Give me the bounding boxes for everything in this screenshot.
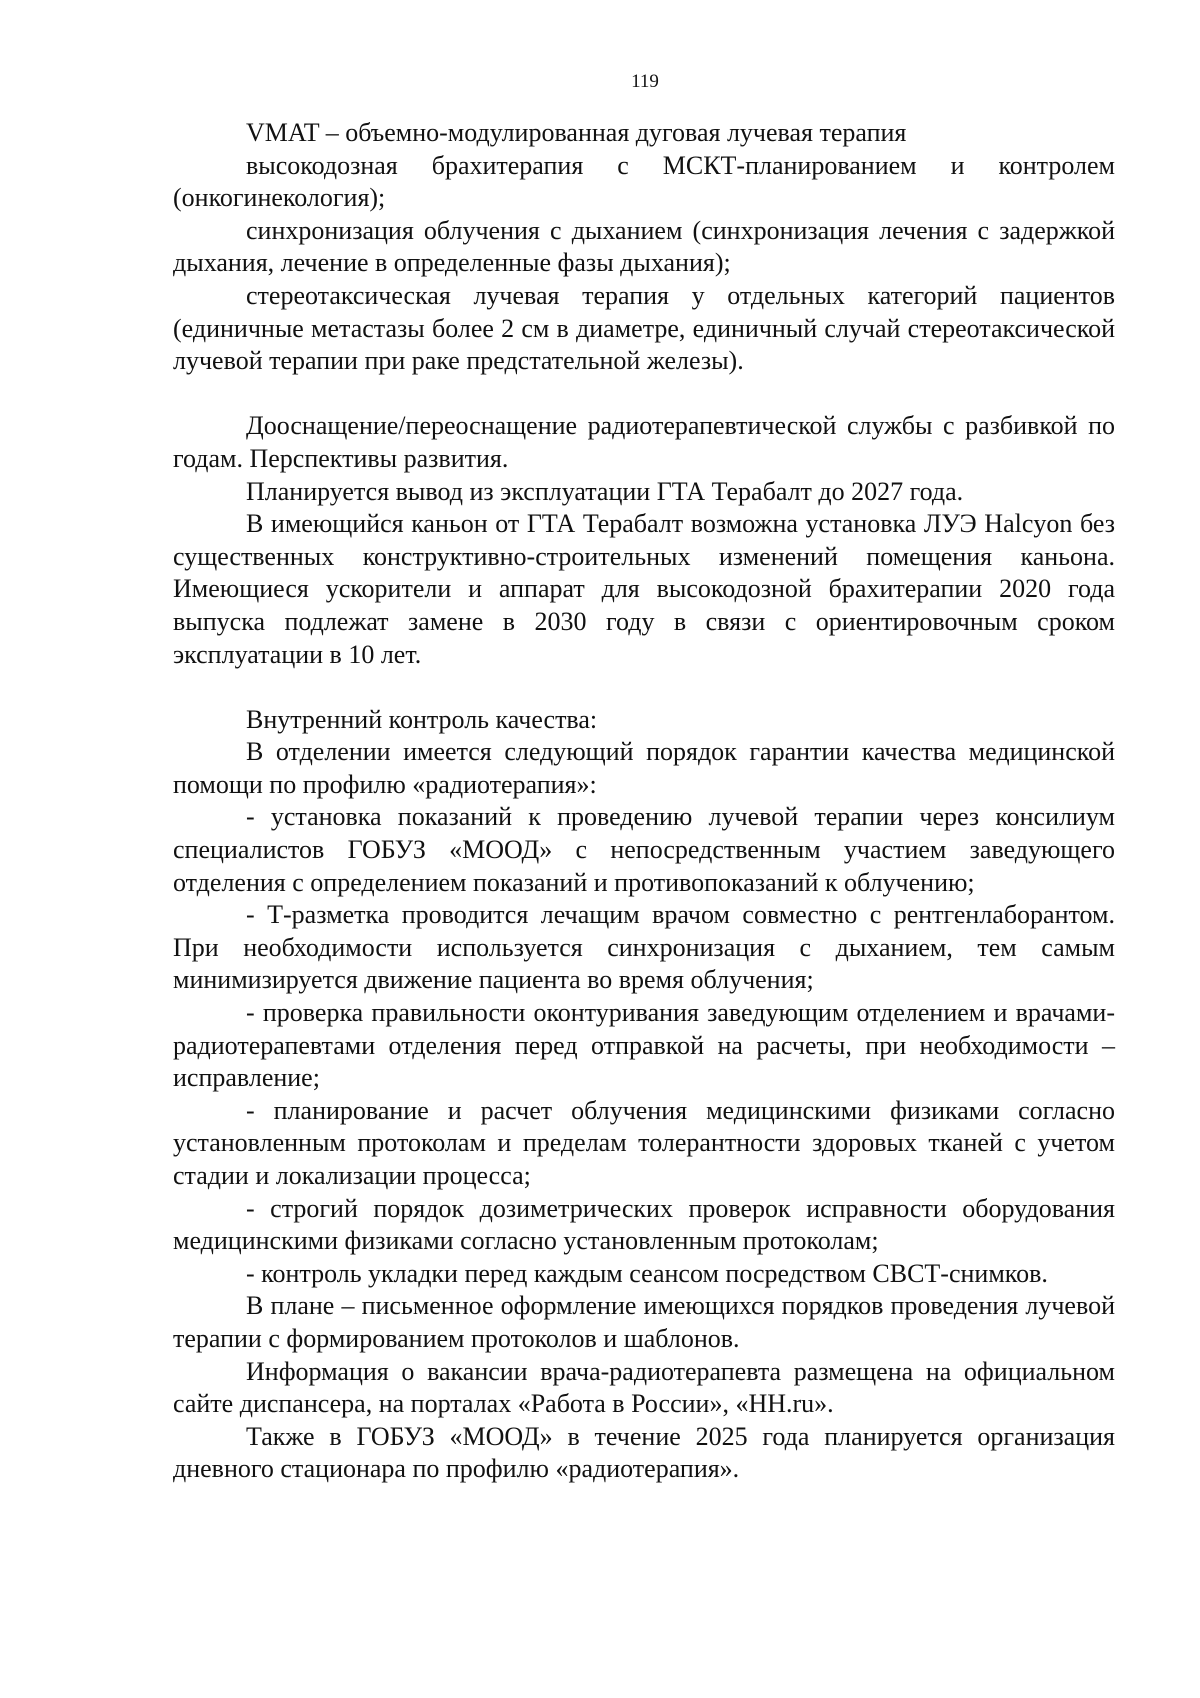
paragraph-quality-order: В отделении имеется следующий порядок гарантии качества медицинской помощи по профилю «радиотерапия»:: [173, 737, 1115, 799]
paragraph-halcyon: В имеющийся каньон от ГТА Терабалт возможна установка ЛУЭ Halcyon без существенных конструктивно-строительных изменений помещения каньона. Имеющиеся ускорители и аппарат для высокодозной брахитерапии 2020 года выпуска подлежат замене в 2030 году в связи с ориентировочным сроком эксплуатации в 10 лет.: [173, 509, 1115, 669]
paragraph-quality-heading: Внутренний контроль качества:: [246, 704, 598, 734]
list-item-indications: - установка показаний к проведению лучевой терапии через консилиум специалистов ГОБУЗ «МООД» с непосредственным участием заведующего отделения с определением показаний и противопоказаний к облучению;: [173, 802, 1115, 897]
paragraph-reequipment-heading: Дооснащение/переоснащение радиотерапевтической службы с разбивкой по годам. Перспективы развития.: [173, 411, 1115, 473]
paragraph-plans: В плане – письменное оформление имеющихся порядков проведения лучевой терапии с формированием протоколов и шаблонов.: [173, 1291, 1115, 1353]
list-item-contouring: - проверка правильности оконтуривания заведующим отделением и врачами-радиотерапевтами отделения перед отправкой на расчеты, при необходимости – исправление;: [173, 998, 1115, 1093]
list-item-dosimetry: - строгий порядок дозиметрических проверок исправности оборудования медицинскими физиками согласно установленным протоколам;: [173, 1193, 1115, 1256]
paragraph-vacancy: Информация о вакансии врача-радиотерапевта размещена на официальном сайте диспансера, на порталах «Работа в России», «HH.ru».: [173, 1356, 1115, 1419]
page-number: 119: [631, 71, 659, 92]
document-body: [173, 117, 1115, 1486]
list-item-planning: - планирование и расчет облучения медицинскими физиками согласно установленным протоколам и пределам толерантности здоровых тканей с учетом стадии и локализации процесса;: [173, 1095, 1115, 1190]
paragraph-vmat: VMAT – объемно-модулированная дуговая лучевая терапия: [246, 118, 907, 147]
paragraph-day-hospital: Также в ГОБУЗ «МООД» в течение 2025 года планируется организация дневного стационара по профилю «радиотерапия».: [173, 1421, 1115, 1484]
paragraph-brachytherapy: высокодозная брахитерапия с МСКТ-планированием и контролем (онкогинекология);: [173, 150, 1115, 213]
list-item-t-marking: - Т-разметка проводится лечащим врачом совместно с рентгенлаборантом. При необходимости используется синхронизация с дыханием, тем самым минимизируется движение пациента во время облучения;: [173, 900, 1115, 995]
paragraph-stereotactic: стереотаксическая лучевая терапия у отдельных категорий пациентов (единичные метастазы более 2 см в диаметре, единичный случай стереотаксической лучевой терапии при раке предстательной железы).: [173, 280, 1115, 376]
list-item-cbct-control: - контроль укладки перед каждым сеансом посредством СВСТ-снимков.: [246, 1258, 1048, 1288]
paragraph-decommission: Планируется вывод из эксплуатации ГТА Терабалт до 2027 года.: [246, 476, 964, 506]
paragraph-breath-sync: синхронизация облучения с дыханием (синхронизация лечения с задержкой дыхания, лечение в определенные фазы дыхания);: [173, 215, 1115, 278]
